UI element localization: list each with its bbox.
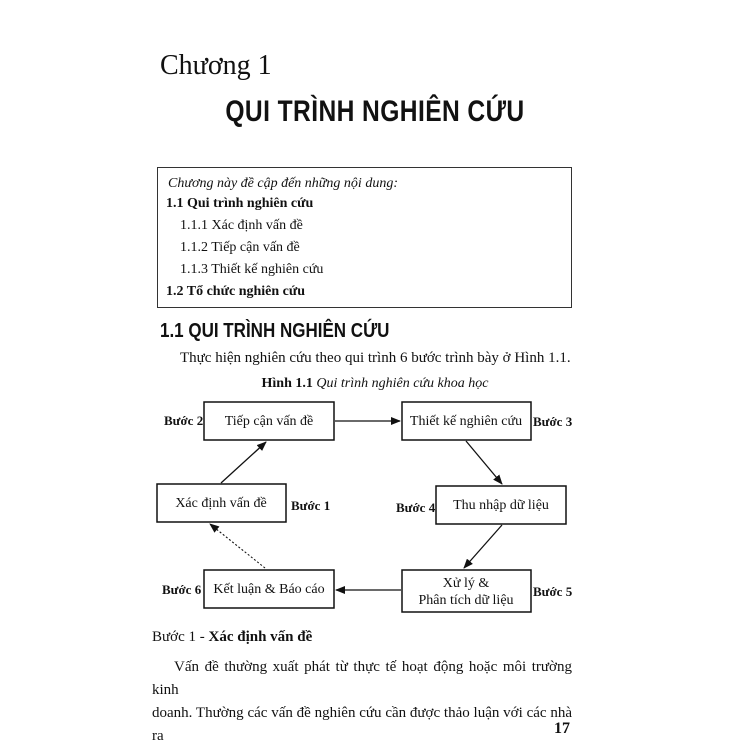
step5-label: Bước 5: [533, 584, 573, 599]
step1-label: Bước 1: [291, 498, 331, 513]
chapter-label: Chương 1: [160, 50, 272, 81]
step1-body-text: [152, 656, 572, 748]
page-number: 17: [554, 720, 570, 737]
chapter-title: QUI TRÌNH NGHIÊN CỨU: [225, 95, 525, 128]
step3-name: Thiết kế nghiên cứu: [409, 414, 523, 429]
step2-label: Bước 2: [164, 413, 204, 428]
step6-name: Kết luận & Báo cáo: [213, 582, 325, 597]
body-line: doanh. Thường các vấn đề nghiên cứu cần được thảo luận với các nhà ra: [152, 705, 572, 744]
step2-name: Tiếp cận vấn đề: [224, 414, 314, 429]
arrow-step1-to-step2: [221, 442, 266, 483]
contents-item: 1.2 Tổ chức nghiên cứu: [166, 284, 306, 299]
step4-name: Thu nhập dữ liệu: [453, 498, 549, 513]
step5-name-line2: Phân tích dữ liệu: [418, 593, 514, 608]
step6-label: Bước 6: [162, 582, 202, 597]
arrow-step6-to-step1-dotted: [210, 524, 265, 568]
step1-heading-prefix: Bước 1 -: [152, 629, 209, 645]
arrow-step3-to-step4: [466, 441, 502, 484]
chapter-contents-box: [157, 167, 572, 308]
step1-heading: [152, 629, 312, 646]
contents-intro: Chương này đề cập đến những nội dung:: [168, 176, 398, 191]
contents-item: 1.1.3 Thiết kế nghiên cứu: [180, 262, 324, 277]
figure-caption-label: Hình 1.1: [261, 376, 313, 391]
figure-caption-text: Qui trình nghiên cứu khoa học: [316, 376, 489, 391]
step1-heading-name: Xác định vấn đề: [208, 629, 313, 645]
step4-label: Bước 4: [396, 500, 436, 515]
step3-label: Bước 3: [533, 414, 573, 429]
step1-name: Xác định vấn đề: [175, 496, 267, 511]
figure-caption: [0, 376, 750, 392]
section-heading: 1.1 QUI TRÌNH NGHIÊN CỨU: [160, 320, 390, 342]
step5-name-line1: Xử lý &: [442, 576, 490, 591]
section-intro-text: Thực hiện nghiên cứu theo qui trình 6 bước trình bày ở Hình 1.1.: [180, 350, 571, 366]
body-line: Vấn đề thường xuất phát từ thực tế hoạt động hoặc môi trường kinh: [152, 659, 572, 698]
contents-item: 1.1.2 Tiếp cận vấn đề: [180, 240, 300, 255]
contents-item: 1.1 Qui trình nghiên cứu: [166, 196, 314, 211]
arrow-step4-to-step5: [464, 525, 502, 568]
contents-item: 1.1.1 Xác định vấn đề: [180, 218, 303, 233]
